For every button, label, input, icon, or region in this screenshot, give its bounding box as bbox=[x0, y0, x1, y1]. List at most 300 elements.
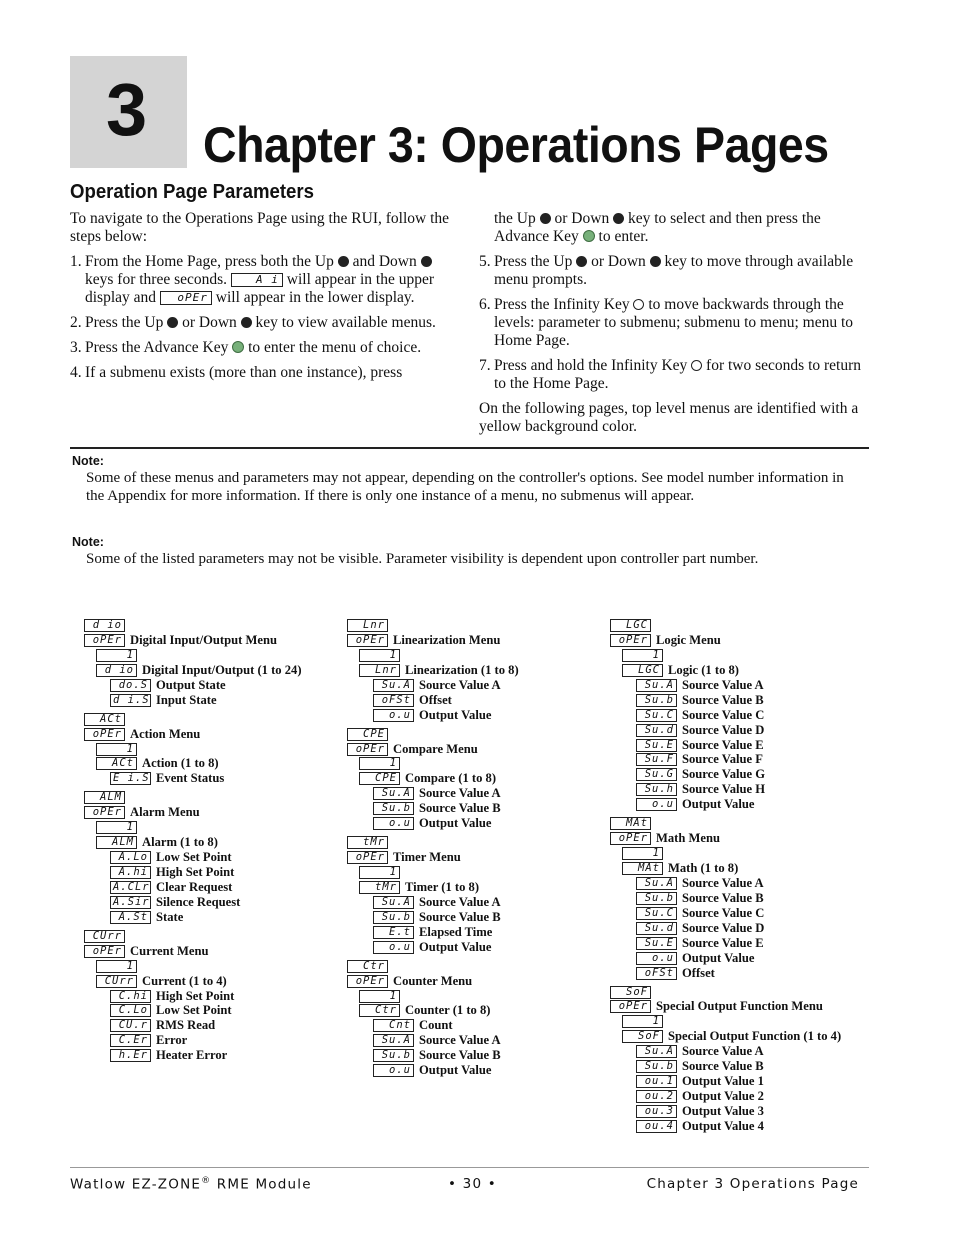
lcd-prompt-code: 1 bbox=[622, 1015, 663, 1028]
menu-tree-row bbox=[84, 727, 344, 742]
menu-tree-row bbox=[610, 846, 870, 861]
lcd-prompt-code: Su.b bbox=[636, 1060, 677, 1073]
menu-tree-row bbox=[610, 618, 870, 633]
menu-tree-label: Linearization (1 to 8) bbox=[405, 662, 519, 677]
note-heading: Note: bbox=[72, 454, 104, 468]
menu-tree-label: Digital Input/Output Menu bbox=[130, 632, 277, 647]
footer-product: Watlow EZ-ZONE® RME Module bbox=[70, 1176, 312, 1193]
lcd-prompt-code: d i.S bbox=[110, 694, 151, 707]
menu-tree-row bbox=[347, 648, 607, 663]
menu-tree-row bbox=[347, 880, 607, 895]
menu-tree-label: Source Value C bbox=[682, 707, 765, 722]
menu-tree-row bbox=[84, 790, 344, 805]
menu-tree-label: Action (1 to 8) bbox=[142, 756, 219, 771]
lcd-prompt-code: Su.C bbox=[636, 907, 677, 920]
menu-tree-row bbox=[84, 742, 344, 757]
menu-tree-label: Offset bbox=[682, 965, 715, 980]
menu-tree-row bbox=[610, 936, 870, 951]
menu-tree-label: Source Value B bbox=[682, 692, 764, 707]
menu-tree-row bbox=[84, 865, 344, 880]
lcd-prompt-code: A.Lo bbox=[110, 851, 151, 864]
menu-tree-row bbox=[84, 850, 344, 865]
lcd-prompt-code: ACt bbox=[84, 713, 125, 726]
footer-rule bbox=[70, 1167, 869, 1168]
lcd-prompt-code: Su.A bbox=[373, 787, 414, 800]
lcd-prompt-code: C.Er bbox=[110, 1034, 151, 1047]
lcd-prompt-code: Su.C bbox=[636, 709, 677, 722]
lcd-prompt-code: ou.2 bbox=[636, 1090, 677, 1103]
menu-tree-row bbox=[84, 880, 344, 895]
menu-tree-label: Source Value A bbox=[682, 1044, 764, 1059]
menu-tree-row bbox=[610, 966, 870, 981]
lcd-prompt-code: C.Lo bbox=[110, 1004, 151, 1017]
menu-tree-row bbox=[610, 999, 870, 1014]
step-6: 6. Press the Infinity Key to move backwards through the levels: parameter to submenu; submenu to menu; menu to Home Page. bbox=[479, 296, 854, 349]
menu-tree-label: Error bbox=[156, 1033, 188, 1048]
menu-tree-row bbox=[347, 801, 607, 816]
menu-tree-label: Timer (1 to 8) bbox=[405, 879, 480, 894]
lcd-lower-display: oPEr bbox=[160, 291, 212, 305]
menu-tree-label: Alarm (1 to 8) bbox=[142, 835, 218, 850]
menu-tree-label: Digital Input/Output (1 to 24) bbox=[142, 662, 302, 677]
menu-tree-label: Source Value G bbox=[682, 767, 766, 782]
infinity-key-icon bbox=[633, 299, 644, 310]
menu-tree-row bbox=[610, 648, 870, 663]
menu-tree-row bbox=[610, 723, 870, 738]
lcd-prompt-code: CPE bbox=[359, 772, 400, 785]
lcd-prompt-code: Su.E bbox=[636, 739, 677, 752]
menu-tree-row bbox=[84, 910, 344, 925]
lcd-prompt-code: tMr bbox=[359, 881, 400, 894]
menu-tree-row bbox=[84, 712, 344, 727]
menu-tree-label: Counter (1 to 8) bbox=[405, 1003, 491, 1018]
up-key-icon bbox=[338, 256, 349, 267]
menu-tree-column-1 bbox=[84, 618, 344, 1063]
infinity-key-icon bbox=[691, 360, 702, 371]
menu-tree-label: Special Output Function (1 to 4) bbox=[668, 1029, 842, 1044]
menu-tree-row bbox=[84, 1003, 344, 1018]
lcd-prompt-code: oPEr bbox=[610, 634, 651, 647]
lcd-prompt-code: Su.b bbox=[373, 802, 414, 815]
menu-tree-label: Source Value C bbox=[682, 905, 765, 920]
note-1 bbox=[72, 453, 862, 505]
up-key-icon bbox=[540, 213, 551, 224]
lcd-prompt-code: Su.A bbox=[373, 896, 414, 909]
lcd-prompt-code: Su.b bbox=[373, 911, 414, 924]
menu-tree-label: Heater Error bbox=[156, 1048, 228, 1063]
menu-tree-label: Source Value B bbox=[419, 909, 501, 924]
menu-tree-row bbox=[347, 678, 607, 693]
lcd-prompt-code: 1 bbox=[96, 960, 137, 973]
footer-chapter: Chapter 3 Operations Page bbox=[646, 1176, 859, 1192]
lcd-prompt-code: A.CLr bbox=[110, 881, 151, 894]
menu-tree-label: Source Value E bbox=[682, 935, 764, 950]
menu-tree-row bbox=[610, 693, 870, 708]
lcd-prompt-code: Su.A bbox=[636, 679, 677, 692]
lcd-prompt-code: ALM bbox=[96, 836, 137, 849]
lcd-prompt-code: A.St bbox=[110, 911, 151, 924]
menu-tree-row bbox=[610, 752, 870, 767]
menu-tree-label: High Set Point bbox=[156, 865, 235, 879]
lcd-prompt-code: Ctr bbox=[347, 960, 388, 973]
menu-tree-row bbox=[347, 1063, 607, 1078]
menu-tree-row bbox=[610, 1059, 870, 1074]
step-2: 2. Press the Up or Down key to view available menus. bbox=[70, 314, 436, 331]
menu-tree-row bbox=[347, 865, 607, 880]
menu-tree-label: Output Value bbox=[682, 797, 755, 812]
menu-tree-label: Output Value 2 bbox=[682, 1089, 764, 1104]
up-key-icon bbox=[167, 317, 178, 328]
lcd-prompt-code: Su.G bbox=[636, 768, 677, 781]
menu-tree-row bbox=[347, 742, 607, 757]
intro-lead: To navigate to the Operations Page using the RUI, follow the steps below: bbox=[70, 210, 450, 245]
lcd-prompt-code: Su.b bbox=[636, 892, 677, 905]
menu-tree-row bbox=[347, 1003, 607, 1018]
menu-tree-label: Source Value D bbox=[682, 920, 765, 935]
menu-tree-row bbox=[347, 850, 607, 865]
menu-tree-row bbox=[610, 1074, 870, 1089]
lcd-prompt-code: LGC bbox=[610, 619, 651, 632]
menu-tree-label: Counter Menu bbox=[393, 973, 473, 988]
lcd-prompt-code: o.u bbox=[373, 817, 414, 830]
menu-tree-label: Alarm Menu bbox=[130, 805, 200, 820]
chapter-number-box bbox=[70, 56, 187, 168]
menu-tree-label: Logic (1 to 8) bbox=[668, 662, 739, 677]
menu-tree-row bbox=[347, 771, 607, 786]
menu-tree-row bbox=[610, 1029, 870, 1044]
lcd-prompt-code: Lnr bbox=[347, 619, 388, 632]
down-key-icon bbox=[241, 317, 252, 328]
menu-tree-label: Timer Menu bbox=[393, 850, 461, 865]
lcd-prompt-code: Su.A bbox=[636, 877, 677, 890]
menu-tree-column-3 bbox=[610, 618, 870, 1134]
menu-tree-row bbox=[610, 1104, 870, 1119]
menu-tree-label: Current Menu bbox=[130, 943, 209, 958]
menu-tree-row bbox=[347, 708, 607, 723]
menu-tree-row bbox=[610, 1044, 870, 1059]
menu-tree-row bbox=[610, 1014, 870, 1029]
footer-page-number: • 30 • bbox=[448, 1176, 497, 1192]
lcd-prompt-code: o.u bbox=[373, 1064, 414, 1077]
menu-tree-label: Silence Request bbox=[156, 894, 241, 909]
step-3: 3. Press the Advance Key to enter the menu of choice. bbox=[70, 339, 422, 356]
menu-tree-row bbox=[347, 989, 607, 1004]
lcd-prompt-code: Cnt bbox=[373, 1019, 414, 1032]
lcd-prompt-code: A.Sir bbox=[110, 896, 151, 909]
lcd-prompt-code: Su.b bbox=[636, 694, 677, 707]
note-text: Some of the listed parameters may not be visible. Parameter visibility is dependent upon controller part number. bbox=[86, 551, 759, 567]
lcd-prompt-code: Su.A bbox=[373, 1034, 414, 1047]
step-5: 5. Press the Up or Down key to move through available menu prompts. bbox=[479, 253, 854, 288]
menu-tree-row bbox=[347, 1033, 607, 1048]
lcd-prompt-code: CUrr bbox=[84, 930, 125, 943]
menu-tree-label: Compare Menu bbox=[393, 741, 478, 756]
lcd-prompt-code: Su.d bbox=[636, 724, 677, 737]
lcd-prompt-code: 1 bbox=[359, 866, 400, 879]
lcd-prompt-code: E i.S bbox=[110, 772, 151, 785]
menu-tree-label: RMS Read bbox=[156, 1018, 216, 1033]
menu-tree-label: Elapsed Time bbox=[419, 924, 493, 939]
intro-closing: On the following pages, top level menus are identified with a yellow background color. bbox=[479, 400, 859, 435]
menu-tree-row bbox=[347, 663, 607, 678]
menu-tree-label: Source Value A bbox=[682, 677, 764, 692]
menu-tree-row bbox=[84, 693, 344, 708]
menu-tree-row bbox=[610, 921, 870, 936]
lcd-prompt-code: Ctr bbox=[359, 1004, 400, 1017]
lcd-upper-display: A i bbox=[231, 273, 283, 287]
menu-tree-label: Source Value A bbox=[419, 894, 501, 909]
menu-tree-row bbox=[84, 1033, 344, 1048]
menu-tree-row bbox=[347, 633, 607, 648]
lcd-prompt-code: MAt bbox=[622, 862, 663, 875]
note-text: Some of these menus and parameters may not appear, depending on the controller's options. See model number information in the Appendix for more information. If there is only one instance of a menu, no submenus will appear. bbox=[86, 470, 844, 504]
lcd-prompt-code: Su.h bbox=[636, 783, 677, 796]
lcd-prompt-code: Su.F bbox=[636, 753, 677, 766]
lcd-prompt-code: o.u bbox=[373, 941, 414, 954]
menu-tree-row bbox=[84, 835, 344, 850]
up-key-icon bbox=[576, 256, 587, 267]
menu-tree-label: Source Value B bbox=[419, 1048, 501, 1063]
divider bbox=[70, 447, 869, 449]
chapter-title: Chapter 3: Operations Pages bbox=[203, 117, 829, 173]
lcd-prompt-code: Su.b bbox=[373, 1049, 414, 1062]
lcd-prompt-code: Su.A bbox=[636, 1045, 677, 1058]
menu-tree-row bbox=[84, 678, 344, 693]
lcd-prompt-code: CUrr bbox=[96, 975, 137, 988]
lcd-prompt-code: oPEr bbox=[610, 1000, 651, 1013]
menu-tree-row bbox=[84, 1018, 344, 1033]
menu-tree-row bbox=[610, 663, 870, 678]
menu-tree-label: Event Status bbox=[156, 771, 225, 786]
menu-tree-row bbox=[610, 678, 870, 693]
menu-tree-row bbox=[347, 835, 607, 850]
lcd-prompt-code: ALM bbox=[84, 791, 125, 804]
lcd-prompt-code: LGC bbox=[622, 664, 663, 677]
lcd-prompt-code: E.t bbox=[373, 926, 414, 939]
menu-tree-row bbox=[347, 959, 607, 974]
menu-tree-row bbox=[610, 1119, 870, 1134]
lcd-prompt-code: 1 bbox=[359, 990, 400, 1003]
menu-tree-label: Math (1 to 8) bbox=[668, 861, 739, 875]
menu-tree-label: Output Value 4 bbox=[682, 1118, 764, 1133]
menu-tree-row bbox=[84, 771, 344, 786]
menu-tree-label: Input State bbox=[156, 692, 217, 707]
intro-left-column bbox=[70, 210, 455, 389]
lcd-prompt-code: d io bbox=[84, 619, 125, 632]
lcd-prompt-code: 1 bbox=[359, 649, 400, 662]
note-heading: Note: bbox=[72, 535, 104, 549]
step-7: 7. Press and hold the Infinity Key for two seconds to return to the Home Page. bbox=[479, 357, 862, 392]
lcd-prompt-code: oPEr bbox=[347, 975, 388, 988]
chapter-number: 3 bbox=[106, 68, 148, 151]
lcd-prompt-code: oPEr bbox=[84, 634, 125, 647]
lcd-prompt-code: oPEr bbox=[84, 806, 125, 819]
menu-tree-row bbox=[347, 727, 607, 742]
menu-tree-row bbox=[610, 831, 870, 846]
menu-tree-row bbox=[610, 797, 870, 812]
menu-tree-row bbox=[610, 633, 870, 648]
menu-tree-label: Linearization Menu bbox=[393, 632, 501, 647]
lcd-prompt-code: h.Er bbox=[110, 1049, 151, 1062]
menu-tree-row bbox=[610, 708, 870, 723]
down-key-icon bbox=[613, 213, 624, 224]
menu-tree-row bbox=[610, 782, 870, 797]
step-4-continued: the Up or Down key to select and then press the Advance Key to enter. bbox=[494, 210, 821, 245]
menu-tree-label: Logic Menu bbox=[656, 632, 721, 647]
menu-tree-row bbox=[610, 951, 870, 966]
menu-tree-row bbox=[84, 663, 344, 678]
menu-tree-row bbox=[347, 940, 607, 955]
menu-tree-label: Low Set Point bbox=[156, 850, 232, 865]
menu-tree-label: Output Value 1 bbox=[682, 1074, 764, 1089]
lcd-prompt-code: 1 bbox=[96, 743, 137, 756]
menu-tree-row bbox=[347, 910, 607, 925]
lcd-prompt-code: oPEr bbox=[347, 743, 388, 756]
menu-tree-row bbox=[347, 618, 607, 633]
menu-tree-label: Action Menu bbox=[130, 726, 201, 741]
menu-tree-row bbox=[347, 786, 607, 801]
lcd-prompt-code: 1 bbox=[622, 649, 663, 662]
menu-tree-row bbox=[347, 974, 607, 989]
lcd-prompt-code: o.u bbox=[373, 709, 414, 722]
menu-tree-row bbox=[84, 618, 344, 633]
menu-tree-row bbox=[347, 1018, 607, 1033]
menu-tree-label: State bbox=[156, 909, 184, 924]
menu-tree-row bbox=[610, 1089, 870, 1104]
advance-key-icon bbox=[232, 341, 244, 353]
step-1: 1. From the Home Page, press both the Up and Down keys for three seconds. A i will appear in the upper display and oPEr will appear in the lower display. bbox=[70, 253, 434, 306]
menu-tree-label: Output Value bbox=[419, 707, 492, 722]
menu-tree-label: Low Set Point bbox=[156, 1003, 232, 1018]
menu-tree-row bbox=[610, 816, 870, 831]
note-2 bbox=[72, 534, 862, 568]
menu-tree-label: Compare (1 to 8) bbox=[405, 771, 497, 786]
lcd-prompt-code: oFSt bbox=[373, 694, 414, 707]
lcd-prompt-code: Su.E bbox=[636, 937, 677, 950]
menu-tree-label: Math Menu bbox=[656, 831, 721, 846]
menu-tree-row bbox=[610, 767, 870, 782]
lcd-prompt-code: Lnr bbox=[359, 664, 400, 677]
menu-tree-label: Output Value bbox=[419, 816, 492, 831]
intro-right-column bbox=[479, 210, 864, 443]
lcd-prompt-code: oPEr bbox=[347, 634, 388, 647]
menu-tree-label: Source Value B bbox=[682, 1059, 764, 1074]
menu-tree-row bbox=[347, 925, 607, 940]
menu-tree-label: Source Value A bbox=[419, 677, 501, 692]
lcd-prompt-code: o.u bbox=[636, 798, 677, 811]
menu-tree-row bbox=[347, 1048, 607, 1063]
menu-tree-row bbox=[347, 895, 607, 910]
menu-tree-row bbox=[84, 633, 344, 648]
lcd-prompt-code: Su.A bbox=[373, 679, 414, 692]
lcd-prompt-code: CPE bbox=[347, 728, 388, 741]
menu-tree-label: Source Value A bbox=[682, 875, 764, 890]
lcd-prompt-code: ou.1 bbox=[636, 1075, 677, 1088]
menu-tree-row bbox=[84, 895, 344, 910]
down-key-icon bbox=[650, 256, 661, 267]
lcd-prompt-code: SoF bbox=[610, 986, 651, 999]
menu-tree-row bbox=[84, 648, 344, 663]
menu-tree-label: Source Value H bbox=[682, 782, 766, 797]
lcd-prompt-code: d io bbox=[96, 664, 137, 677]
lcd-prompt-code: Su.d bbox=[636, 922, 677, 935]
lcd-prompt-code: oPEr bbox=[610, 832, 651, 845]
lcd-prompt-code: ou.3 bbox=[636, 1105, 677, 1118]
menu-tree-row bbox=[84, 989, 344, 1004]
menu-tree-label: High Set Point bbox=[156, 988, 235, 1003]
menu-tree-row bbox=[610, 891, 870, 906]
menu-tree-row bbox=[610, 738, 870, 753]
menu-tree-label: Count bbox=[419, 1018, 453, 1033]
menu-tree-label: Output Value bbox=[682, 950, 755, 965]
menu-tree-row bbox=[347, 756, 607, 771]
menu-tree-row bbox=[347, 816, 607, 831]
menu-tree-label: Source Value B bbox=[682, 890, 764, 905]
lcd-prompt-code: CU.r bbox=[110, 1019, 151, 1032]
menu-tree-row bbox=[84, 756, 344, 771]
lcd-prompt-code: 1 bbox=[359, 757, 400, 770]
lcd-prompt-code: 1 bbox=[96, 821, 137, 834]
lcd-prompt-code: C.hi bbox=[110, 990, 151, 1003]
menu-tree-label: Source Value A bbox=[419, 1033, 501, 1048]
lcd-prompt-code: o.u bbox=[636, 952, 677, 965]
menu-tree-row bbox=[610, 906, 870, 921]
menu-tree-label: Special Output Function Menu bbox=[656, 999, 823, 1014]
menu-tree-row bbox=[84, 820, 344, 835]
menu-tree-label: Source Value D bbox=[682, 722, 765, 737]
menu-tree-row bbox=[610, 876, 870, 891]
menu-tree-row bbox=[84, 959, 344, 974]
menu-tree-label: Source Value E bbox=[682, 737, 764, 752]
menu-tree-label: Output Value bbox=[419, 1063, 492, 1078]
down-key-icon bbox=[421, 256, 432, 267]
step-4: 4. If a submenu exists (more than one instance), press bbox=[70, 364, 403, 381]
lcd-prompt-code: A.hi bbox=[110, 866, 151, 879]
menu-tree-row bbox=[84, 974, 344, 989]
lcd-prompt-code: 1 bbox=[96, 649, 137, 662]
lcd-prompt-code: MAt bbox=[610, 817, 651, 830]
menu-tree-label: Output Value bbox=[419, 939, 492, 954]
menu-tree-label: Source Value F bbox=[682, 752, 763, 767]
section-heading: Operation Page Parameters bbox=[70, 181, 314, 203]
lcd-prompt-code: ACt bbox=[96, 757, 137, 770]
menu-tree-row bbox=[347, 693, 607, 708]
menu-tree-label: Clear Request bbox=[156, 879, 233, 894]
menu-tree-label: Offset bbox=[419, 692, 452, 707]
lcd-prompt-code: SoF bbox=[622, 1030, 663, 1043]
menu-tree-row bbox=[610, 985, 870, 1000]
menu-tree-row bbox=[84, 1048, 344, 1063]
menu-tree-row bbox=[84, 944, 344, 959]
menu-tree-row bbox=[84, 929, 344, 944]
menu-tree-label: Output Value 3 bbox=[682, 1104, 764, 1118]
lcd-prompt-code: oPEr bbox=[84, 945, 125, 958]
menu-tree-label: Current (1 to 4) bbox=[142, 973, 227, 988]
lcd-prompt-code: do.S bbox=[110, 679, 151, 692]
lcd-prompt-code: oPEr bbox=[84, 728, 125, 741]
lcd-prompt-code: tMr bbox=[347, 836, 388, 849]
menu-tree-column-2 bbox=[347, 618, 607, 1078]
menu-tree-label: Source Value A bbox=[419, 786, 501, 801]
menu-tree-row bbox=[610, 861, 870, 876]
lcd-prompt-code: oPEr bbox=[347, 851, 388, 864]
menu-tree-label: Source Value B bbox=[419, 801, 501, 816]
lcd-prompt-code: 1 bbox=[622, 847, 663, 860]
advance-key-icon bbox=[583, 230, 595, 242]
menu-tree-row bbox=[84, 805, 344, 820]
lcd-prompt-code: ou.4 bbox=[636, 1120, 677, 1133]
menu-tree-label: Output State bbox=[156, 677, 226, 692]
